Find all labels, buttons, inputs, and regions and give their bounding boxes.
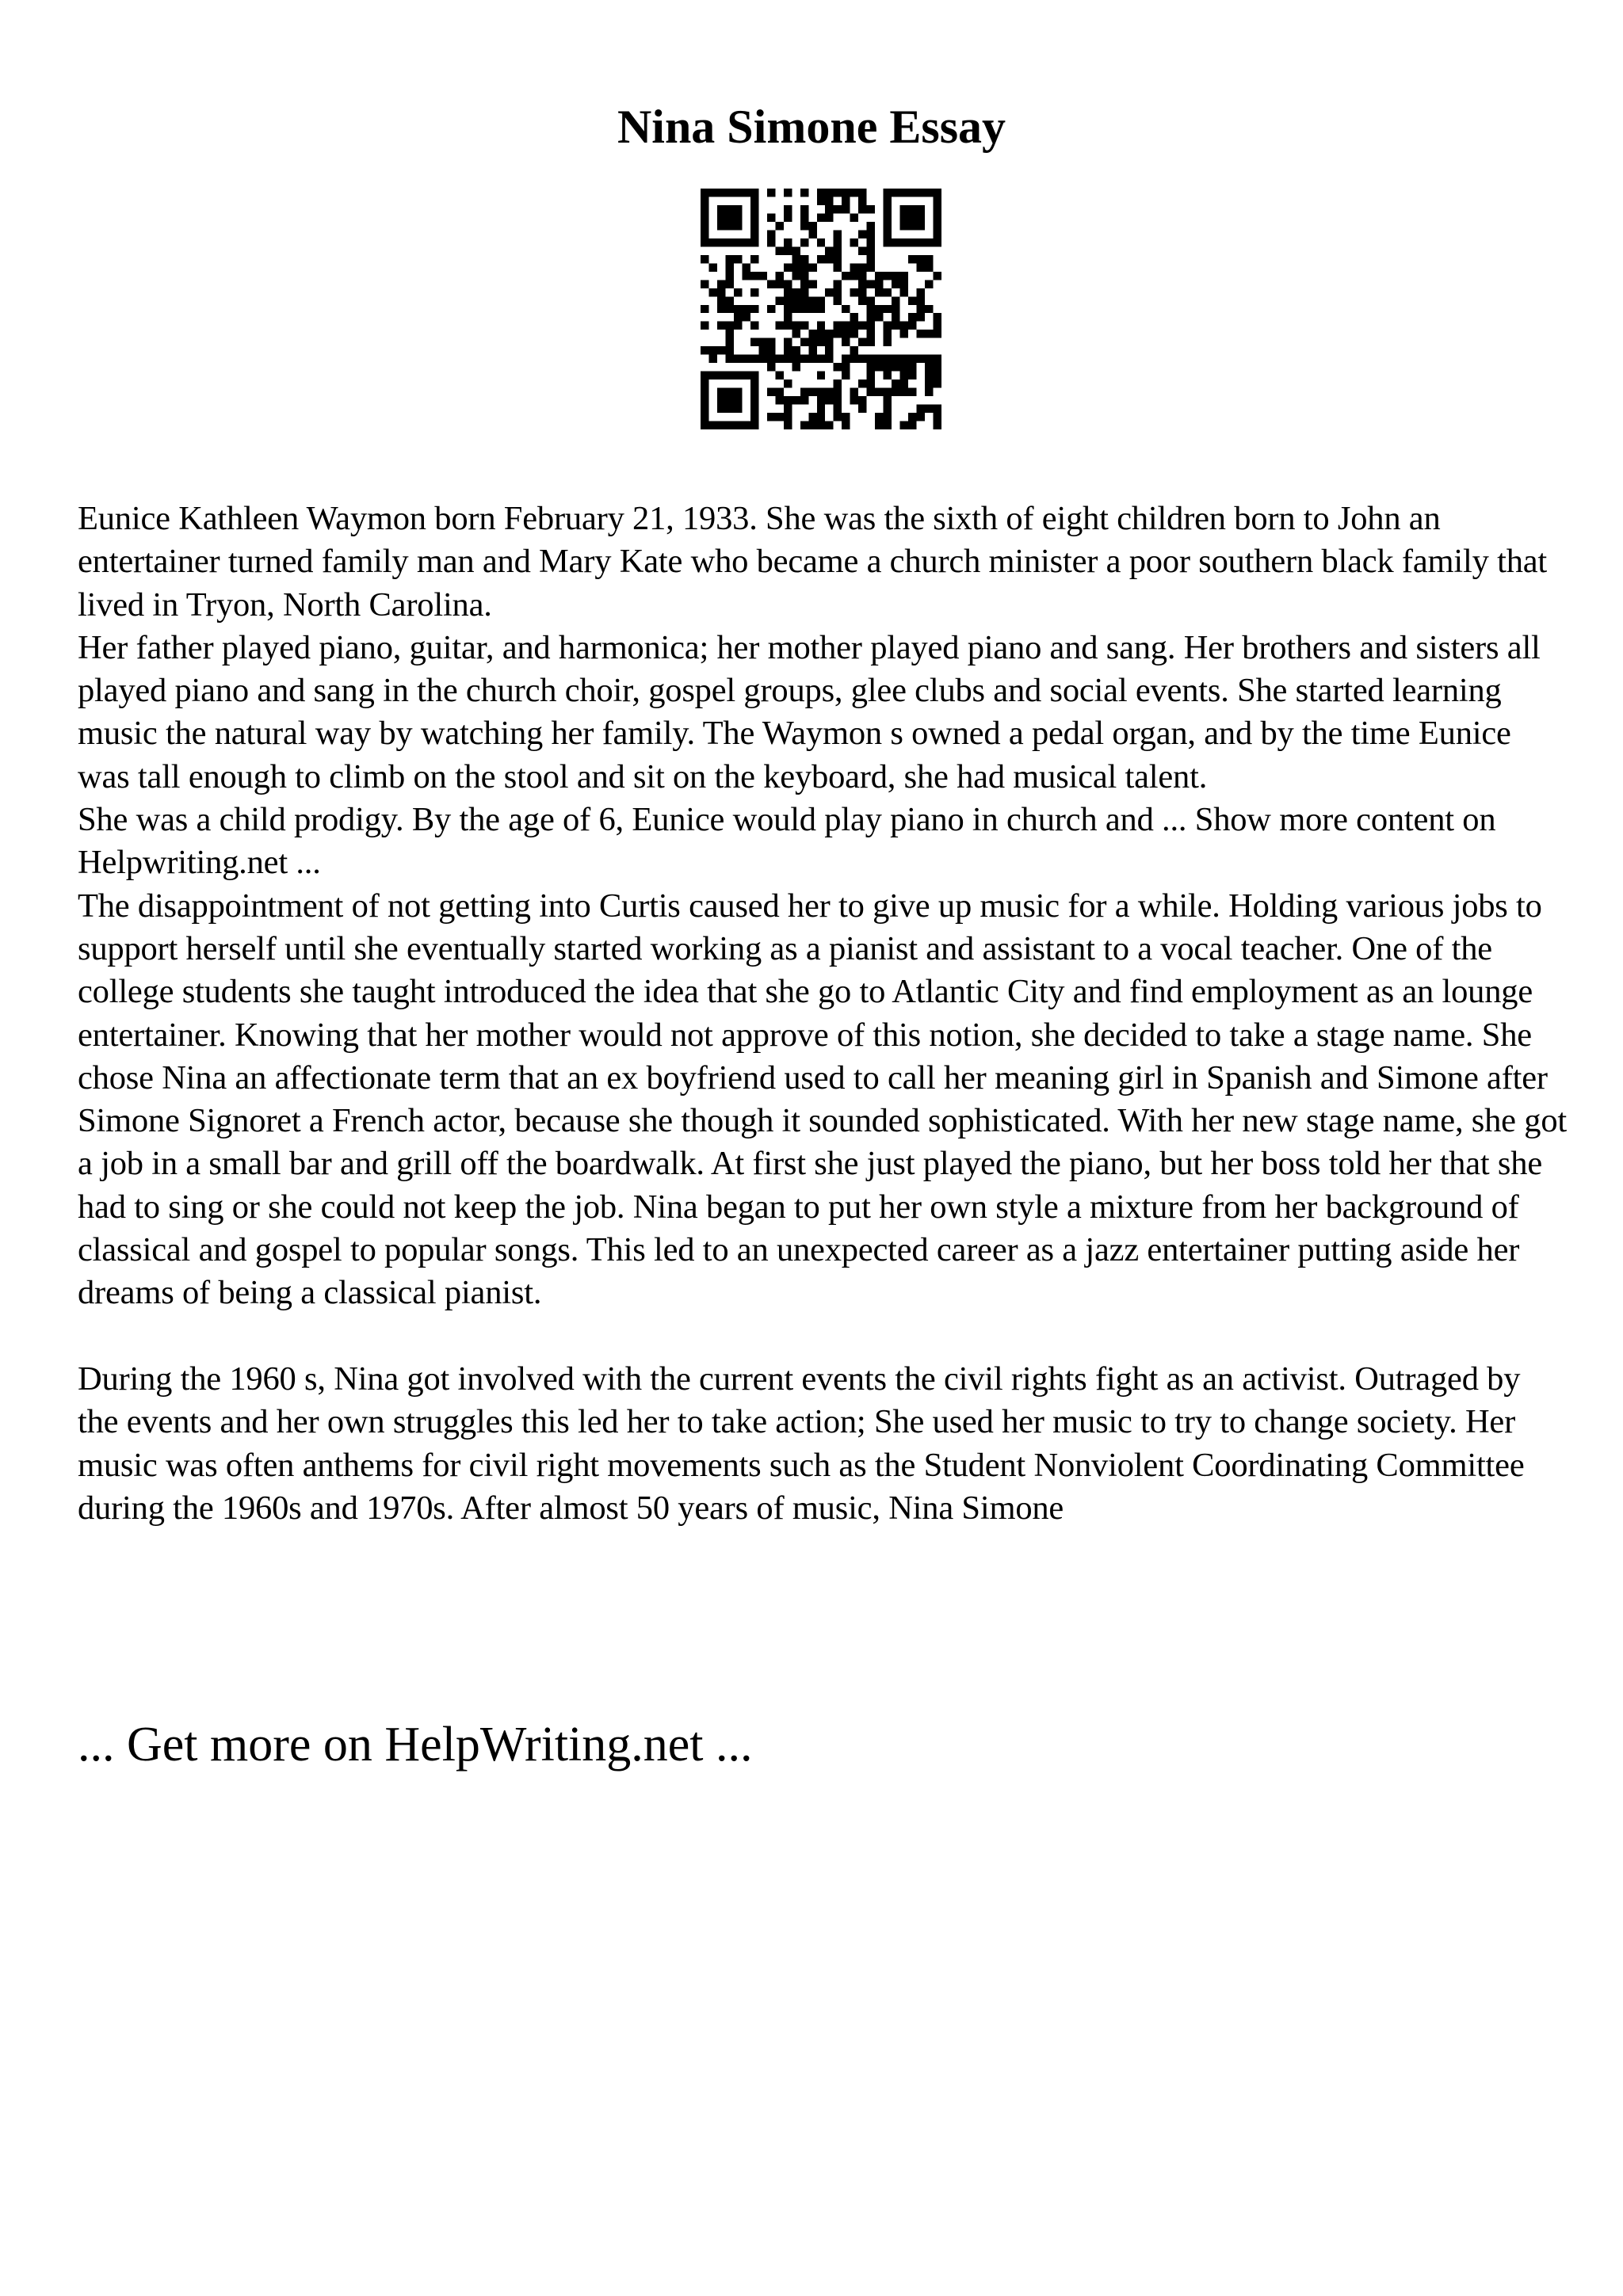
get-more-link[interactable]: ... Get more on HelpWriting.net ... [78, 1718, 753, 1772]
paragraph-5: During the 1960 s, Nina got involved with the current events the civil rights fight as an activist. Outraged by the events and her own struggles this led her to take action; She used her music to try to change society. Her music was often anthems for civil right movements such as the Student Nonviolent Coordinating Committee during the 1960s and 1970s. After almost 50 years of music, Nina Simone [78, 1360, 1525, 1527]
essay-body [78, 498, 1568, 1530]
paragraph-2: Her father played piano, guitar, and harmonica; her mother played piano and sang. Her brothers and sisters all played piano and sang in the church choir, gospel groups, glee clubs and social events. She started learning music the natural way by watching her family. The Waymon s owned a pedal organ, and by the time Eunice was tall enough to climb on the stool and sit on the keyboard, she had musical talent. [78, 628, 1541, 795]
paragraph-3: She was a child prodigy. By the age of 6, Eunice would play piano in church and ... Show more content on Helpwriting.net ... [78, 801, 1496, 882]
paragraph-4: The disappointment of not getting into Curtis caused her to give up music for a while. Holding various jobs to support herself until she eventually started working as a pianist and assistant to a vocal teacher. One of the college students she taught introduced the idea that she go to Atlantic City and find employment as an lounge entertainer. Knowing that her mother would not approve of this notion, she decided to take a stage name. She chose Nina an affectionate term that an ex boyfriend used to call her meaning girl in Spanish and Simone after Simone Signoret a French actor, because she though it sounded sophisticated. With her new stage name, she got a job in a small bar and grill off the boardwalk. At first she just played the piano, but her boss told her that she had to sing or she could not keep the job. Nina began to put her own style a mixture from her background of classical and gospel to popular songs. This led to an unexpected career as a jazz entertainer putting aside her dreams of being a classical pianist. [78, 887, 1567, 1312]
document-title: Nina Simone Essay [617, 101, 1006, 153]
paragraph-1: Eunice Kathleen Waymon born February 21, 1933. She was the sixth of eight children born to John an entertainer turned family man and Mary Kate who became a church minister a poor southern black family that lived in Tryon, North Carolina. [78, 500, 1548, 624]
qr-code-icon[interactable] [701, 189, 941, 429]
